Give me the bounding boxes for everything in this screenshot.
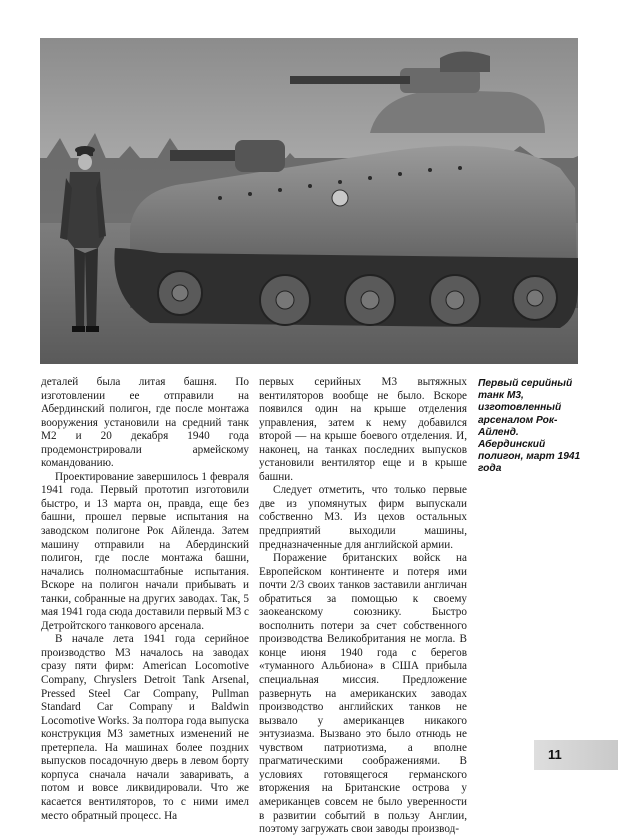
paragraph: первых серийных М3 вытяжных вентиляторов вообще не было. Вскоре появился один на крыше отделения управления, затем к нему добавился второй — на крыше боевого отделения. И, наконец, на танках последних выпусков установили вентилятор еще и в крыше башни.: [259, 376, 467, 483]
tank-photo-drawing: [40, 38, 578, 364]
text-column-left: [41, 376, 249, 823]
photo-caption: Первый серийный танк М3, изготовленный арсеналом Рок-Айленд. Абердинский полигон, март 1941 года: [478, 378, 581, 475]
tank-photo: [40, 38, 578, 364]
text-column-right: [259, 376, 467, 837]
page-number: 11: [548, 747, 562, 762]
page-number-tab: [534, 740, 618, 770]
paragraph: В начале лета 1941 года серийное производство М3 началось на заводах сразу пяти фирм: American Locomotive Company, Chryslers Detroit Tank Arsenal, Pressed Steel Car Company, Pullman Standard Car Company и Baldwin Locomotive Works. За полтора года выпуска конструкция М3 заметных изменений не претерпела. На машинах более поздних выпусков посадочную дверь в левом борту корпуса сначала начали заваривать, а потом и вовсе ликвидировали. Что же касается вентиляторов, то с ними имел место обратный процесс. На: [41, 633, 249, 822]
paragraph: Следует отметить, что только первые две из упомянутых фирм выпускали собственно М3. Из цехов остальных предприятий выходили машины, предназначенные для английской армии.: [259, 484, 467, 551]
paragraph: Проектирование завершилось 1 февраля 1941 года. Первый прототип изготовили быстро, и 13 марта он, правда, еще без башни, прошел первые испытания на заводском полигоне Рок Айленда. Затем машину отправили на Абердинский полигон, где после монтажа башни, начались полномасштабные испытания. Вскоре на полигон начали прибывать и танки, собранные на других заводах. Так, 5 мая 1941 года сюда доставили первый М3 с Детройтского танкового арсенала.: [41, 470, 249, 632]
paragraph: Поражение британских войск на Европейском континенте и потеря ими почти 2/3 своих танков заставили англичан обратиться за помощью к своему заокеанскому союзнику. Быстро восполнить потери за счет собственного производства Великобритания не могла. В конце июня 1940 года с берегов «туманного Альбиона» в США прибыла специальная миссия. Предложение развернуть на американских заводах производство английских танков не вызвало у американцев никакого энтузиазма. Вызвано это было отнюдь не чувством патриотизма, а вполне прагматическими соображениями. В условиях готовящегося германского вторжения на Британские острова у американцев совсем не было уверенности в развитии событий в пользу Англии, поэтому загружать свои заводы производ-: [259, 552, 467, 836]
paragraph: деталей была литая башня. По изготовлении ее отправили на Абердинский полигон, где после монтажа вооружения установили на средний танк М2 и 20 декабря 1940 года продемонстрировали армейскому командованию.: [41, 376, 249, 470]
